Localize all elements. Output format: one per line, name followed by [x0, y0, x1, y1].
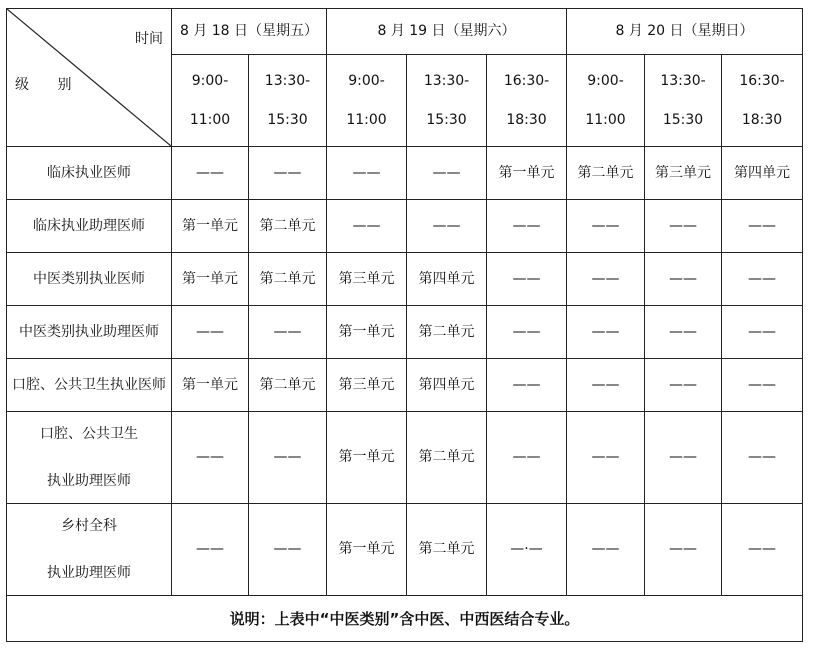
table-cell: ——: [327, 147, 407, 200]
table-cell: 第三单元: [645, 147, 722, 200]
exam-schedule-table: [6, 8, 803, 642]
table-cell: ——: [645, 253, 722, 306]
table-row: [7, 359, 803, 412]
row-label: 临床执业助理医师: [7, 200, 172, 253]
table-cell: ——: [567, 253, 645, 306]
day-header-aug19: 8 月 19 日（星期六）: [327, 9, 567, 55]
table-cell: 第一单元: [327, 504, 407, 596]
row-label: 口腔、公共卫生 执业助理医师: [7, 412, 172, 504]
note-row: [7, 596, 803, 642]
time-slot-cell: 13:30- 15:30: [249, 55, 327, 147]
time-slot-cell: 9:00- 11:00: [172, 55, 249, 147]
diagonal-header-cell: [7, 9, 172, 147]
table-cell: ——: [172, 306, 249, 359]
table-row: [7, 412, 803, 504]
table-cell: ——: [567, 412, 645, 504]
time-slot-cell: 13:30- 15:30: [407, 55, 487, 147]
table-cell: 第二单元: [407, 306, 487, 359]
table-cell: 第二单元: [249, 200, 327, 253]
table-cell: ——: [645, 359, 722, 412]
table-cell: ——: [487, 253, 567, 306]
table-cell: ——: [567, 504, 645, 596]
time-slot-cell: 9:00- 11:00: [567, 55, 645, 147]
row-label: 中医类别执业医师: [7, 253, 172, 306]
table-cell: 第一单元: [172, 253, 249, 306]
table-cell: ——: [645, 412, 722, 504]
table-cell: ——: [567, 306, 645, 359]
table-cell: 第一单元: [172, 200, 249, 253]
table-cell: ——: [487, 306, 567, 359]
note-text: 说明：上表中“中医类别”含中医、中西医结合专业。: [7, 596, 803, 642]
table-cell: ——: [249, 147, 327, 200]
table-cell: ——: [249, 412, 327, 504]
table-row: [7, 306, 803, 359]
table-cell: 第一单元: [327, 412, 407, 504]
row-label: 口腔、公共卫生执业医师: [7, 359, 172, 412]
table-cell: ——: [722, 200, 803, 253]
table-cell: ——: [487, 412, 567, 504]
table-cell: 第一单元: [172, 359, 249, 412]
table-cell: 第二单元: [407, 412, 487, 504]
table-cell: 第二单元: [407, 504, 487, 596]
table-cell: ——: [722, 306, 803, 359]
table-cell: ——: [645, 306, 722, 359]
table-row: [7, 147, 803, 200]
time-label: 时间: [135, 31, 163, 47]
table-cell: 第二单元: [567, 147, 645, 200]
table-cell: ——: [172, 147, 249, 200]
table-cell: ——: [645, 200, 722, 253]
table-cell: ——: [487, 359, 567, 412]
row-label: 中医类别执业助理医师: [7, 306, 172, 359]
time-slot-cell: 16:30- 18:30: [722, 55, 803, 147]
header-row-days: [7, 9, 803, 55]
table-cell: ——: [722, 504, 803, 596]
table-row: [7, 253, 803, 306]
level-label: 级 别: [15, 77, 84, 93]
day-header-aug18: 8 月 18 日（星期五）: [172, 9, 327, 55]
table-cell: —·—: [487, 504, 567, 596]
table-cell: ——: [645, 504, 722, 596]
table-row: [7, 200, 803, 253]
day-header-aug20: 8 月 20 日（星期日）: [567, 9, 803, 55]
table-cell: 第四单元: [722, 147, 803, 200]
table-cell: 第一单元: [327, 306, 407, 359]
table-cell: ——: [407, 147, 487, 200]
table-cell: ——: [172, 412, 249, 504]
table-cell: 第三单元: [327, 253, 407, 306]
table-cell: ——: [722, 412, 803, 504]
table-cell: ——: [249, 306, 327, 359]
table-cell: ——: [172, 504, 249, 596]
table-cell: ——: [487, 200, 567, 253]
table-cell: ——: [722, 253, 803, 306]
table-cell: 第二单元: [249, 253, 327, 306]
row-label: 乡村全科 执业助理医师: [7, 504, 172, 596]
table-cell: 第三单元: [327, 359, 407, 412]
table-cell: ——: [567, 200, 645, 253]
table-cell: ——: [407, 200, 487, 253]
table-cell: 第一单元: [487, 147, 567, 200]
table-cell: 第二单元: [249, 359, 327, 412]
time-slot-cell: 13:30- 15:30: [645, 55, 722, 147]
time-slot-cell: 16:30- 18:30: [487, 55, 567, 147]
table-cell: ——: [567, 359, 645, 412]
table-cell: ——: [249, 504, 327, 596]
time-slot-cell: 9:00- 11:00: [327, 55, 407, 147]
table-cell: ——: [722, 359, 803, 412]
table-cell: 第四单元: [407, 359, 487, 412]
table-cell: 第四单元: [407, 253, 487, 306]
row-label: 临床执业医师: [7, 147, 172, 200]
table-row: [7, 504, 803, 596]
table-cell: ——: [327, 200, 407, 253]
